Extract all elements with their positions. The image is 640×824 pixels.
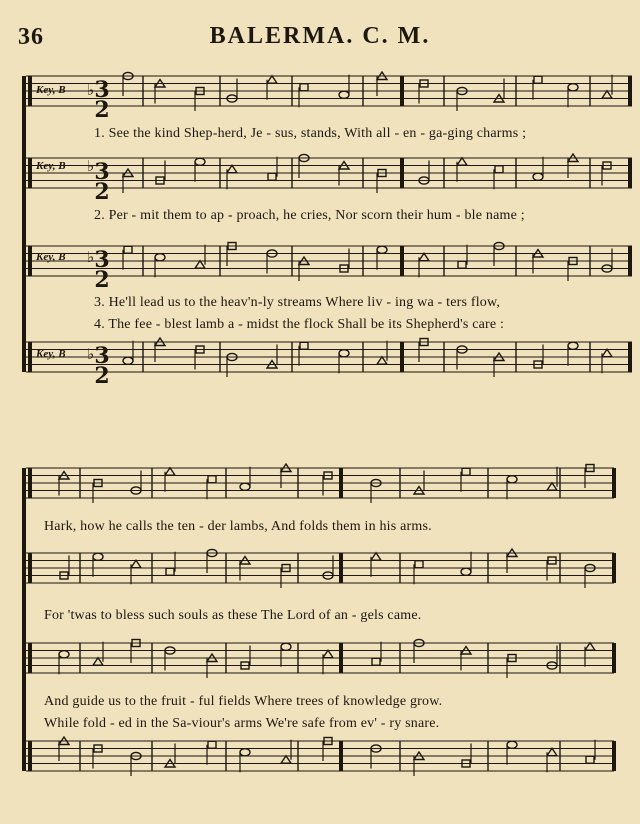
- lyric-verse-1-line-2: Hark, how he calls the ten - der lambs, And folds them in his arms.: [44, 519, 432, 534]
- page-number: 36: [18, 24, 44, 50]
- note-head: [195, 158, 205, 165]
- note-head: [166, 568, 174, 575]
- key-label-1: Key, B: [36, 84, 66, 96]
- note-head: [208, 476, 216, 483]
- lyric-verse-3-line-1: 3. He'll lead us to the heav'n-ly streams Where liv - ing wa - ters flow,: [94, 295, 501, 310]
- note-head: [533, 173, 543, 180]
- note-head: [507, 741, 517, 748]
- note-head: [602, 349, 612, 357]
- note-head: [585, 643, 595, 651]
- time-signature-4: 3 2: [94, 343, 110, 389]
- note-head: [155, 254, 165, 261]
- note-head: [547, 483, 557, 491]
- note-head: [281, 756, 291, 764]
- note-head: [568, 84, 578, 91]
- flat-sign-4: ♭: [87, 345, 95, 363]
- lyric-verse-4-line-2: While fold - ed in the Sa-viour's arms We're safe from ev' - ry snare.: [44, 716, 440, 731]
- note-head: [415, 561, 423, 568]
- note-head: [458, 261, 466, 268]
- note-head: [195, 261, 205, 269]
- note-head: [371, 553, 381, 561]
- note-head: [586, 756, 594, 763]
- lyric-verse-2-line-1: 2. Per - mit them to ap - proach, he cries, Nor scorn their hum - ble name ;: [94, 208, 525, 223]
- note-head: [93, 553, 103, 560]
- lyric-verse-1-line-1: 1. See the kind Shep-herd, Je - sus, stands, With all - en - ga-ging charms ;: [94, 126, 527, 141]
- note-head: [165, 468, 175, 476]
- note-head: [457, 158, 467, 166]
- note-head: [240, 749, 250, 756]
- note-head: [267, 76, 277, 84]
- note-head: [281, 643, 291, 650]
- lyric-verse-4-line-1: 4. The fee - blest lamb a - midst the flock Shall be its Shepherd's care :: [94, 317, 505, 332]
- lyric-verse-2-line-2: For 'twas to bless such souls as these The Lord of an - gels came.: [44, 608, 422, 623]
- time-signature-1: 3 2: [94, 77, 110, 123]
- note-head: [323, 650, 333, 658]
- note-head: [300, 84, 308, 91]
- note-head: [377, 246, 387, 253]
- time-signature-2: 3 2: [94, 159, 110, 205]
- note-head: [602, 91, 612, 99]
- key-label-3: Key, B: [36, 251, 66, 263]
- note-head: [123, 357, 133, 364]
- note-head: [124, 246, 132, 253]
- page-title: BALERMA. C. M.: [209, 23, 431, 49]
- note-head: [495, 166, 503, 173]
- note-head: [93, 658, 103, 666]
- note-head: [534, 76, 542, 83]
- time-signature-3: 3 2: [94, 247, 110, 293]
- note-head: [372, 658, 380, 665]
- note-head: [507, 476, 517, 483]
- note-head: [377, 357, 387, 365]
- note-head: [240, 483, 250, 490]
- lyric-verse-3-line-2: And guide us to the fruit - ful fields Where trees of knowledge grow.: [44, 694, 443, 709]
- note-head: [59, 651, 69, 658]
- note-head: [568, 342, 578, 349]
- note-head: [462, 468, 470, 475]
- note-head: [339, 350, 349, 357]
- note-head: [461, 568, 471, 575]
- key-label-2: Key, B: [36, 160, 66, 172]
- note-head: [268, 173, 276, 180]
- flat-sign-2: ♭: [87, 157, 95, 175]
- key-label-4: Key, B: [36, 348, 66, 360]
- note-head: [208, 741, 216, 748]
- note-head: [419, 253, 429, 261]
- note-head: [300, 342, 308, 349]
- note-head: [339, 91, 349, 98]
- flat-sign-3: ♭: [87, 248, 95, 266]
- flat-sign-1: ♭: [87, 81, 95, 99]
- note-head: [227, 165, 237, 173]
- note-head: [131, 560, 141, 568]
- note-head: [547, 748, 557, 756]
